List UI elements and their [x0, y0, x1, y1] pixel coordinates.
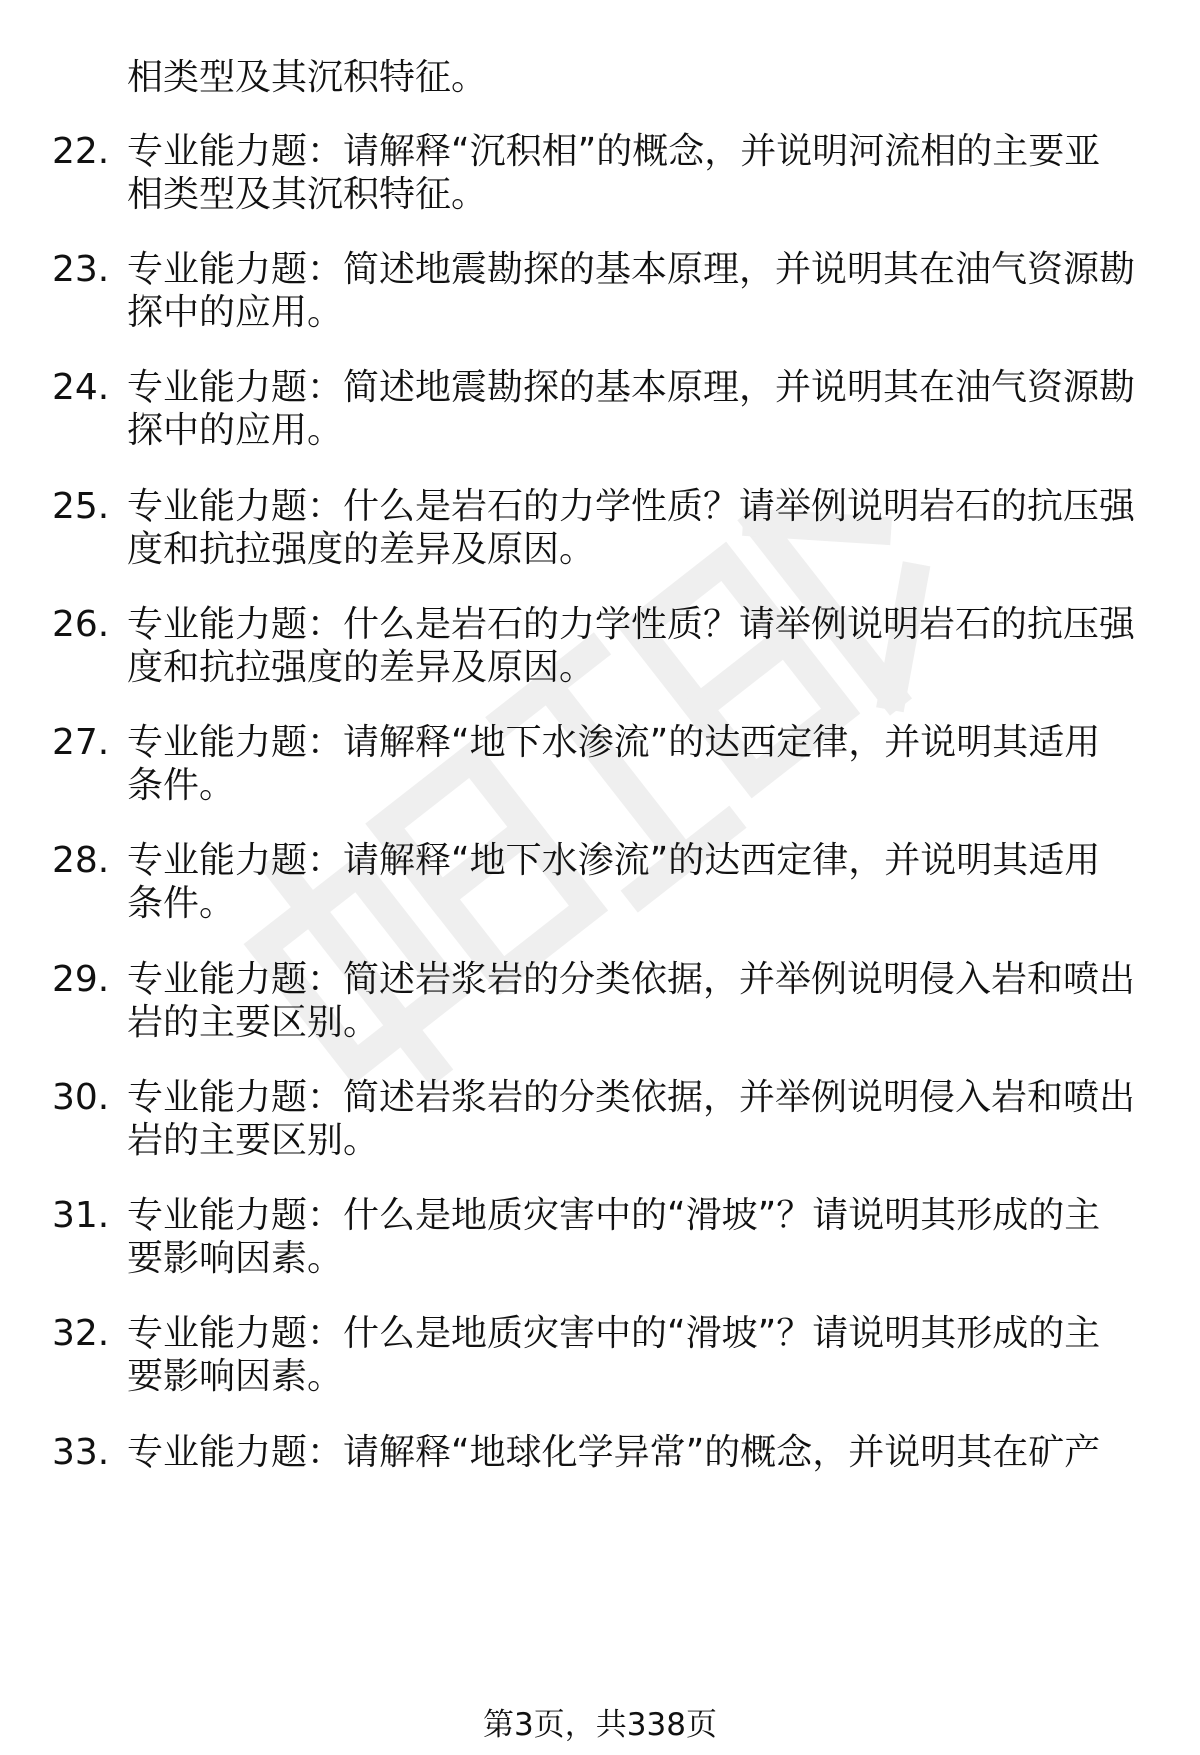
question-text-line: 专业能力题：简述地震勘探的基本原理，并说明其在油气资源勘 — [127, 249, 1136, 290]
question-number: 28. — [52, 840, 110, 881]
question-number: 32. — [52, 1313, 110, 1354]
question-text-line: 相类型及其沉积特征。 — [127, 174, 488, 215]
question-text-line: 专业能力题：简述岩浆岩的分类依据，并举例说明侵入岩和喷出 — [127, 1077, 1136, 1118]
question-text-line: 岩的主要区别。 — [127, 1120, 380, 1161]
question-text-line: 专业能力题：请解释“地下水渗流”的达西定律，并说明其适用 — [127, 722, 1101, 763]
question-number: 24. — [52, 367, 110, 408]
question-text-line: 专业能力题：什么是地质灾害中的“滑坡”？请说明其形成的主 — [127, 1313, 1101, 1354]
question-number: 23. — [52, 249, 110, 290]
question-text-line: 专业能力题：请解释“地球化学异常”的概念，并说明其在矿产 — [127, 1432, 1101, 1473]
question-text-line: 要影响因素。 — [127, 1238, 344, 1279]
question-text-line: 条件。 — [127, 765, 236, 806]
question-number: 29. — [52, 959, 110, 1000]
question-number: 31. — [52, 1195, 110, 1236]
question-text-line: 岩的主要区别。 — [127, 1002, 380, 1043]
question-text-line: 专业能力题：什么是岩石的力学性质？请举例说明岩石的抗压强 — [127, 604, 1136, 645]
question-text-line: 专业能力题：什么是地质灾害中的“滑坡”？请说明其形成的主 — [127, 1195, 1101, 1236]
question-text-line: 专业能力题：简述地震勘探的基本原理，并说明其在油气资源勘 — [127, 367, 1136, 408]
question-text-line: 探中的应用。 — [127, 410, 344, 451]
continuation-line: 相类型及其沉积特征。 — [127, 57, 488, 98]
question-text-line: 要影响因素。 — [127, 1356, 344, 1397]
question-number: 27. — [52, 722, 110, 763]
page-footer: 第3页，共338页 — [483, 1707, 717, 1743]
question-text-line: 度和抗拉强度的差异及原因。 — [127, 529, 596, 570]
question-text-line: 专业能力题：简述岩浆岩的分类依据，并举例说明侵入岩和喷出 — [127, 959, 1136, 1000]
question-text-line: 专业能力题：请解释“地下水渗流”的达西定律，并说明其适用 — [127, 840, 1101, 881]
question-text-line: 专业能力题：什么是岩石的力学性质？请举例说明岩石的抗压强 — [127, 486, 1136, 527]
question-number: 33. — [52, 1432, 110, 1473]
question-text-line: 探中的应用。 — [127, 292, 344, 333]
question-number: 25. — [52, 486, 110, 527]
question-number: 26. — [52, 604, 110, 645]
question-text-line: 条件。 — [127, 883, 236, 924]
question-text-line: 度和抗拉强度的差异及原因。 — [127, 647, 596, 688]
question-number: 30. — [52, 1077, 110, 1118]
question-text-line: 专业能力题：请解释“沉积相”的概念，并说明河流相的主要亚 — [127, 131, 1101, 172]
question-number: 22. — [52, 131, 110, 172]
